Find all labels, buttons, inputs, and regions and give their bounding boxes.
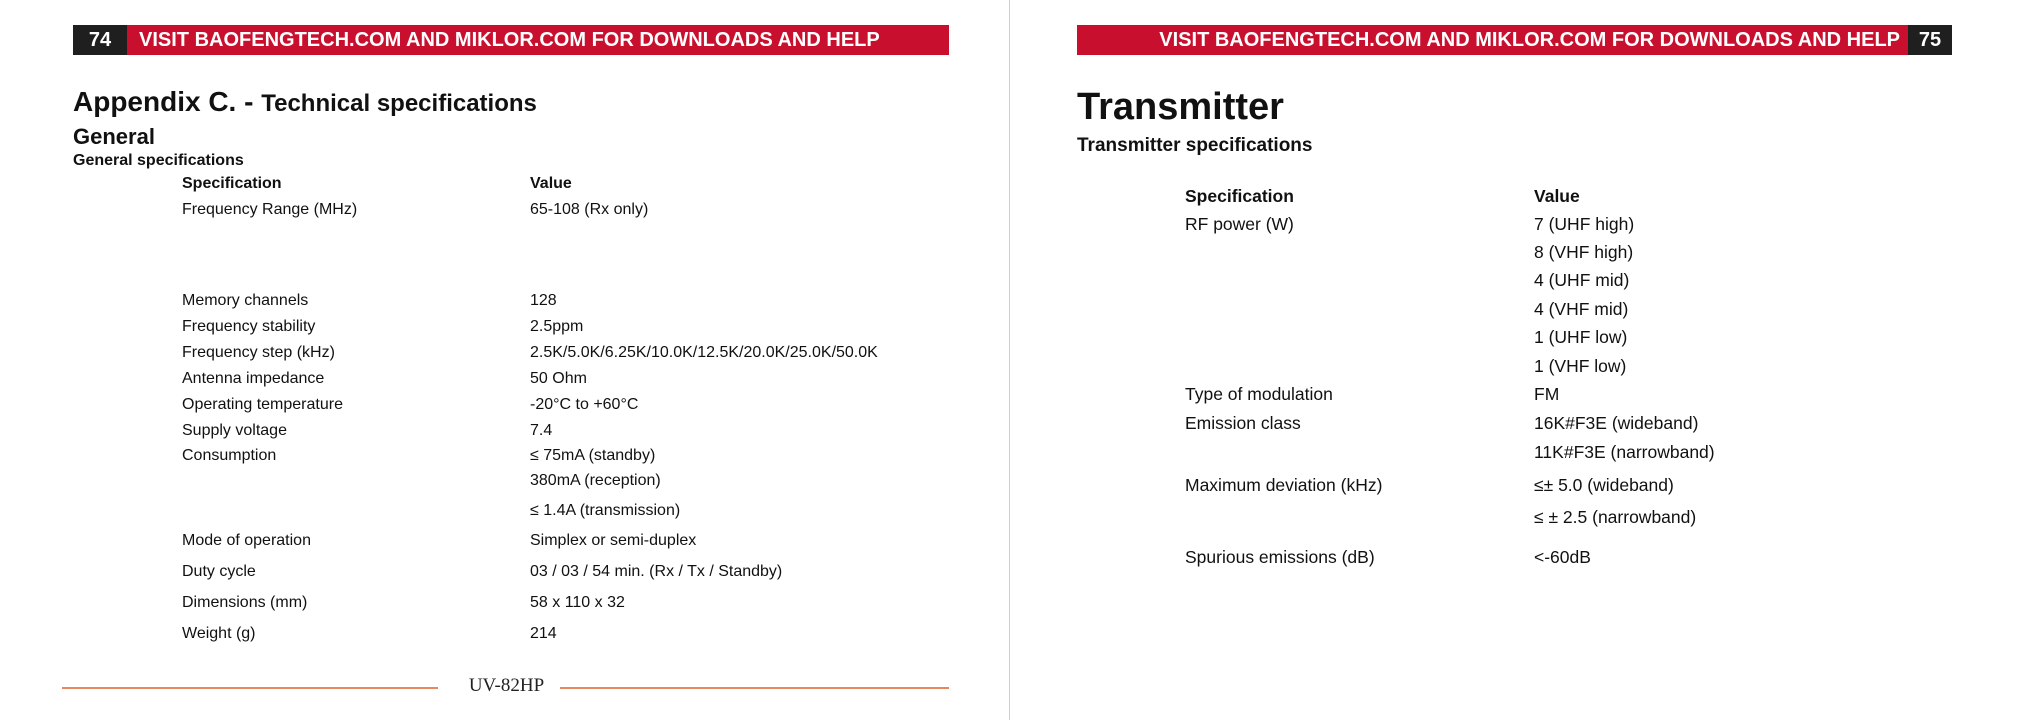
right-page-banner <box>1077 25 1952 55</box>
spec-cell: Frequency stability <box>182 318 316 335</box>
table-row <box>0 507 2018 531</box>
table-row <box>0 299 2018 323</box>
table-row <box>0 356 2018 380</box>
table-row <box>0 270 2018 294</box>
left-banner-text: VISIT BAOFENGTECH.COM AND MIKLOR.COM FOR DOWNLOADS AND HELP <box>127 25 949 55</box>
table-row <box>0 475 2018 499</box>
col-header-value: Value <box>1534 186 1580 206</box>
value-cell: 58 x 110 x 32 <box>530 594 625 611</box>
general-specs-table-title: General specifications <box>73 152 244 169</box>
value-cell: 214 <box>530 625 557 642</box>
transmitter-table-header <box>0 186 2018 210</box>
spec-cell: Dimensions (mm) <box>182 594 308 611</box>
transmitter-specs-table-title: Transmitter specifications <box>1077 135 1313 156</box>
appendix-title-label: Appendix C. - <box>73 86 254 117</box>
spec-cell: Memory channels <box>182 292 309 309</box>
table-row <box>0 594 2018 618</box>
value-cell: 128 <box>530 292 557 309</box>
table-row <box>0 327 2018 351</box>
transmitter-title: Transmitter <box>1077 86 1284 128</box>
table-row <box>0 214 2018 238</box>
value-cell: Simplex or semi-duplex <box>530 532 697 549</box>
spec-cell: Consumption <box>182 447 277 464</box>
footer-rule-left <box>62 687 438 689</box>
value-cell: FM <box>1534 384 1560 404</box>
value-cell: 11K#F3E (narrowband) <box>1534 442 1715 462</box>
value-cell: 2.5ppm <box>530 318 584 335</box>
value-cell: 50 Ohm <box>530 370 587 387</box>
footer-model-name: UV-82HP <box>468 675 545 696</box>
spec-cell: Operating temperature <box>182 396 343 413</box>
value-cell: 8 (VHF high) <box>1534 242 1634 262</box>
value-cell: ≤ ± 2.5 (narrowband) <box>1534 507 1697 527</box>
value-cell: 380mA (reception) <box>530 472 661 489</box>
spec-cell: Weight (g) <box>182 625 256 642</box>
spec-cell: Spurious emissions (dB) <box>1185 547 1375 567</box>
table-row <box>0 547 2018 571</box>
spec-cell: RF power (W) <box>1185 214 1294 234</box>
value-cell: 1 (VHF low) <box>1534 356 1627 376</box>
col-header-spec: Specification <box>1185 186 1294 206</box>
spec-cell: Supply voltage <box>182 422 287 439</box>
spec-cell: Antenna impedance <box>182 370 325 387</box>
spec-cell: Mode of operation <box>182 532 311 549</box>
right-banner-text: VISIT BAOFENGTECH.COM AND MIKLOR.COM FOR DOWNLOADS AND HELP <box>1077 25 1908 55</box>
col-header-spec: Specification <box>182 175 282 192</box>
spec-cell: Emission class <box>1185 413 1301 433</box>
value-cell: 7 (UHF high) <box>1534 214 1635 234</box>
spec-cell: Duty cycle <box>182 563 256 580</box>
value-cell: ≤± 5.0 (wideband) <box>1534 475 1674 495</box>
table-row <box>0 384 2018 408</box>
appendix-title <box>73 86 537 118</box>
appendix-subtitle: Technical specifications <box>261 90 537 117</box>
value-cell: 7.4 <box>530 422 553 439</box>
table-row <box>0 242 2018 266</box>
table-row <box>0 625 2018 649</box>
right-page-number: 75 <box>1908 25 1952 55</box>
table-row <box>0 442 2018 466</box>
value-cell: 2.5K/5.0K/6.25K/10.0K/12.5K/20.0K/25.0K/50.0K <box>530 344 878 361</box>
value-cell: -20°C to +60°C <box>530 396 639 413</box>
spec-cell: Maximum deviation (kHz) <box>1185 475 1383 495</box>
section-title-general: General <box>73 124 155 149</box>
value-cell: <-60dB <box>1534 547 1591 567</box>
spec-cell: Frequency Range (MHz) <box>182 201 358 218</box>
spec-cell: Frequency step (kHz) <box>182 344 335 361</box>
col-header-value: Value <box>530 175 572 192</box>
value-cell: 16K#F3E (wideband) <box>1534 413 1699 433</box>
value-cell: 1 (UHF low) <box>1534 327 1628 347</box>
value-cell: 65-108 (Rx only) <box>530 201 649 218</box>
value-cell: ≤ 1.4A (transmission) <box>530 502 681 519</box>
spec-cell: Type of modulation <box>1185 384 1333 404</box>
value-cell: ≤ 75mA (standby) <box>530 447 656 464</box>
left-page-number: 74 <box>73 25 127 55</box>
value-cell: 4 (VHF mid) <box>1534 299 1629 319</box>
footer-rule-right <box>560 687 949 689</box>
left-page-banner <box>73 25 949 55</box>
value-cell: 4 (UHF mid) <box>1534 270 1630 290</box>
table-row <box>0 413 2018 437</box>
value-cell: 03 / 03 / 54 min. (Rx / Tx / Standby) <box>530 563 783 580</box>
